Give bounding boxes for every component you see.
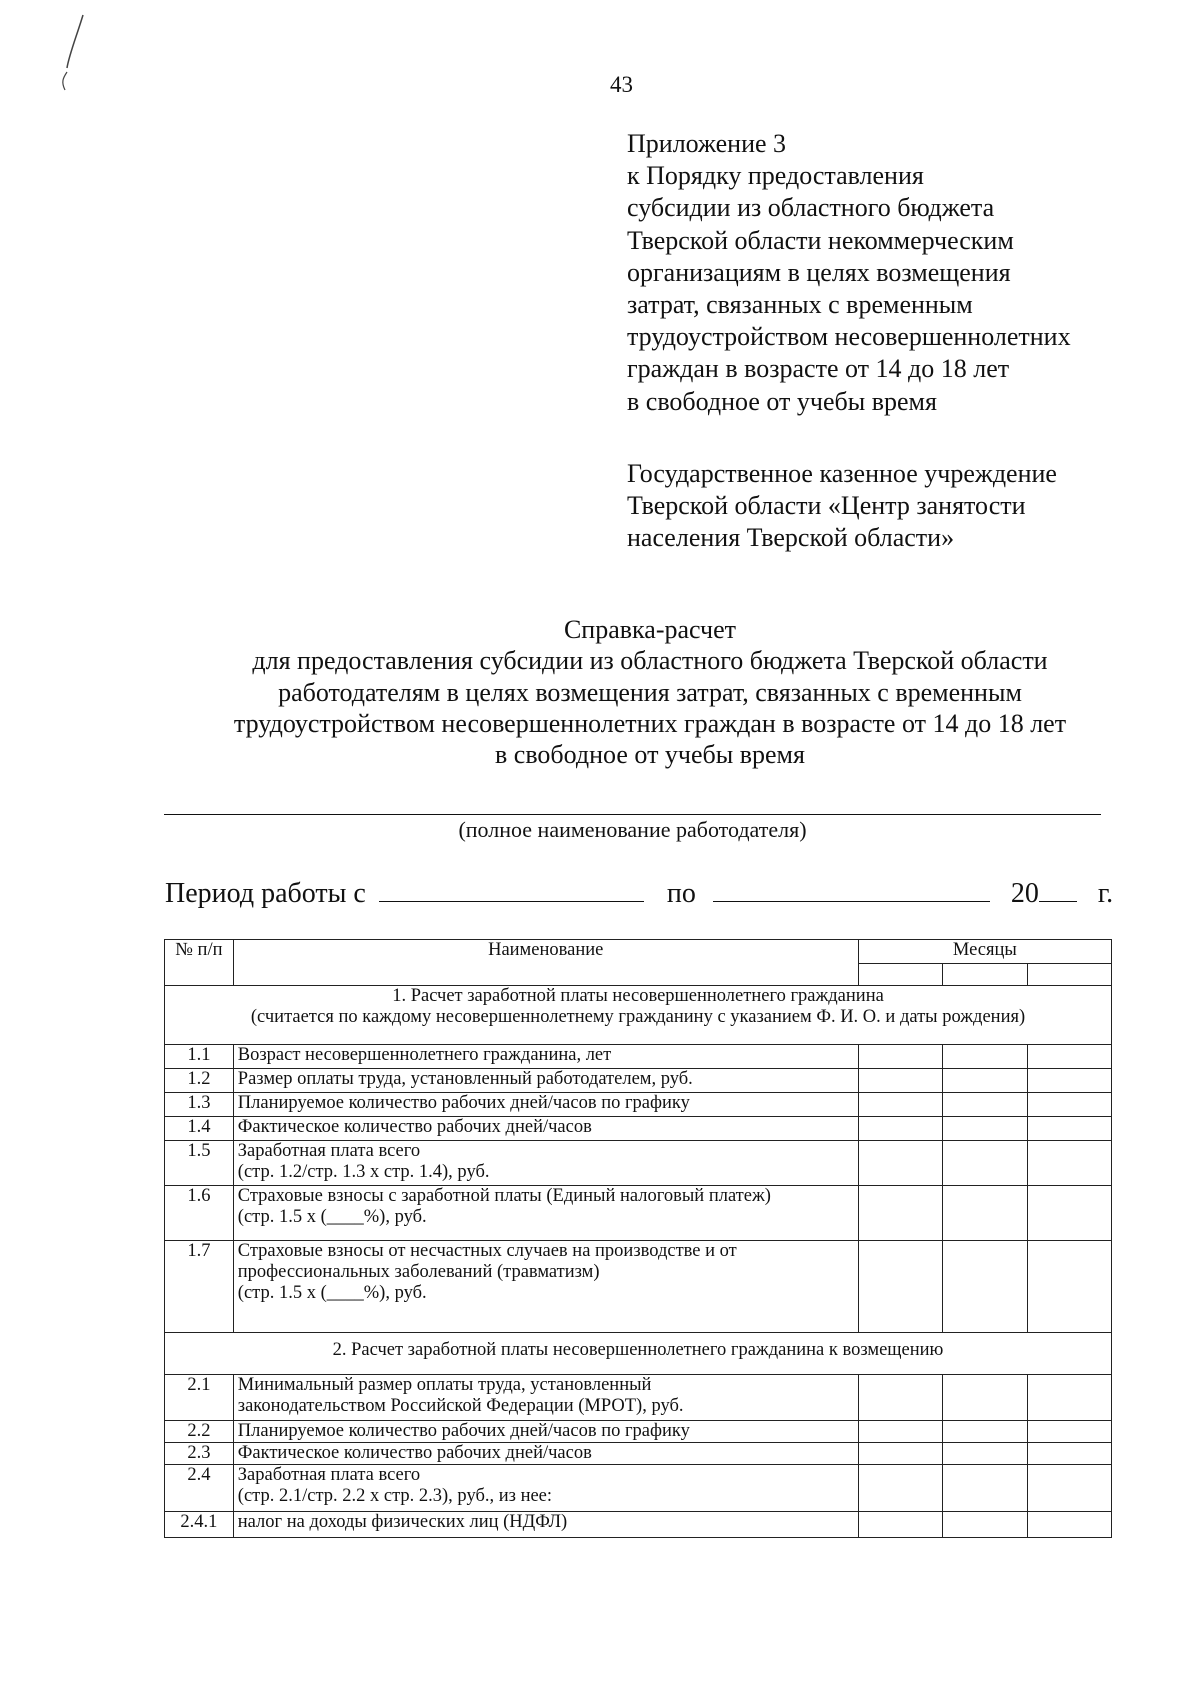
value-cell[interactable] [1027, 1117, 1111, 1141]
annex-block [627, 128, 1071, 418]
header-months: Месяцы [858, 940, 1111, 964]
row-name-line: Страховые взносы с заработной платы (Единый налоговый платеж) [237, 1186, 771, 1206]
row-name-line: (стр. 1.2/стр. 1.3 x стр. 1.4), руб. [237, 1162, 490, 1182]
table-row [165, 1375, 1112, 1421]
period-to-label: по [666, 878, 696, 909]
title-line: работодателям в целях возмещения затрат, связанных с временным [278, 677, 1022, 707]
row-name: Планируемое количество рабочих дней/часов по графику [233, 1421, 858, 1443]
table-row [165, 1241, 1112, 1333]
value-cell[interactable] [943, 1241, 1027, 1333]
header-num: № п/п [165, 940, 234, 986]
pen-mark [55, 10, 95, 100]
addressee-line: Тверской области «Центр занятости [627, 491, 1026, 521]
value-cell[interactable] [1027, 1443, 1111, 1465]
addressee-line: населения Тверской области» [627, 523, 955, 553]
value-cell[interactable] [1027, 1375, 1111, 1421]
row-name: Фактическое количество рабочих дней/часов [233, 1117, 858, 1141]
value-cell[interactable] [858, 1093, 942, 1117]
table-row [165, 1421, 1112, 1443]
section-1-title: 1. Расчет заработной платы несовершеннолетнего гражданина [392, 986, 884, 1006]
row-name [233, 1375, 858, 1421]
row-num: 1.2 [165, 1069, 234, 1093]
value-cell[interactable] [943, 1141, 1027, 1186]
row-name: налог на доходы физических лиц (НДФЛ) [233, 1512, 858, 1538]
value-cell[interactable] [943, 1117, 1027, 1141]
table-row [165, 1069, 1112, 1093]
month-col-3[interactable] [1027, 964, 1111, 986]
month-col-1[interactable] [858, 964, 942, 986]
row-name [233, 1141, 858, 1186]
period-year-prefix: 20 [1010, 878, 1039, 909]
row-num: 1.4 [165, 1117, 234, 1141]
period-year-suffix: г. [1097, 878, 1114, 909]
work-period [165, 878, 1113, 910]
period-to-blank[interactable] [713, 879, 990, 902]
row-num: 1.1 [165, 1045, 234, 1069]
value-cell[interactable] [858, 1141, 942, 1186]
row-name: Планируемое количество рабочих дней/часов по графику [233, 1093, 858, 1117]
row-name [233, 1241, 858, 1333]
row-name-line: Заработная плата всего [237, 1141, 421, 1161]
row-name-line: Страховые взносы от несчастных случаев на производстве и от [237, 1241, 737, 1261]
title-line: Справка-расчет [563, 615, 737, 644]
title-line: в свободное от учебы время [495, 740, 805, 770]
annex-line: Приложение 3 [627, 129, 787, 158]
value-cell[interactable] [943, 1512, 1027, 1538]
row-name-line: профессиональных заболеваний (травматизм) [237, 1262, 600, 1282]
row-num: 1.5 [165, 1141, 234, 1186]
table-row [165, 1045, 1112, 1069]
table-row [165, 1465, 1112, 1512]
value-cell[interactable] [943, 1465, 1027, 1512]
annex-line: граждан в возрасте от 14 до 18 лет [627, 354, 1010, 384]
table-row [165, 1186, 1112, 1241]
row-name [233, 1186, 858, 1241]
period-from-blank[interactable] [379, 879, 644, 902]
value-cell[interactable] [858, 1186, 942, 1241]
table-row [165, 1512, 1112, 1538]
value-cell[interactable] [858, 1117, 942, 1141]
section-1-header [165, 986, 1112, 1045]
value-cell[interactable] [858, 1069, 942, 1093]
value-cell[interactable] [858, 1375, 942, 1421]
value-cell[interactable] [1027, 1421, 1111, 1443]
value-cell[interactable] [943, 1045, 1027, 1069]
value-cell[interactable] [943, 1069, 1027, 1093]
value-cell[interactable] [1027, 1465, 1111, 1512]
row-num: 2.3 [165, 1443, 234, 1465]
annex-line: в свободное от учебы время [627, 386, 937, 416]
row-num: 1.7 [165, 1241, 234, 1333]
addressee-line: Государственное казенное учреждение [627, 459, 1057, 488]
addressee-block [627, 458, 1057, 555]
value-cell[interactable] [943, 1421, 1027, 1443]
annex-line: затрат, связанных с временным [627, 290, 973, 320]
row-name-line: (стр. 1.5 x (____%), руб. [237, 1207, 427, 1227]
value-cell[interactable] [1027, 1045, 1111, 1069]
title-line: для предоставления субсидии из областного бюджета Тверской области [252, 646, 1048, 676]
table-row [165, 1093, 1112, 1117]
row-num: 2.1 [165, 1375, 234, 1421]
value-cell[interactable] [943, 1443, 1027, 1465]
value-cell[interactable] [858, 1421, 942, 1443]
period-label: Период работы с [165, 878, 366, 909]
calculation-table [164, 939, 1112, 1538]
month-col-2[interactable] [943, 964, 1027, 986]
value-cell[interactable] [943, 1093, 1027, 1117]
title-line: трудоустройством несовершеннолетних граждан в возрасте от 14 до 18 лет [233, 708, 1067, 738]
value-cell[interactable] [943, 1186, 1027, 1241]
page-number: 43 [610, 72, 633, 97]
row-name-line: законодательством Российской Федерации (МРОТ), руб. [237, 1396, 684, 1416]
annex-line: трудоустройством несовершеннолетних [627, 322, 1071, 352]
row-name: Возраст несовершеннолетнего гражданина, лет [233, 1045, 858, 1069]
row-num: 1.3 [165, 1093, 234, 1117]
section-2-title: 2. Расчет заработной платы несовершеннолетнего гражданина к возмещению [332, 1340, 944, 1360]
row-num: 1.6 [165, 1186, 234, 1241]
value-cell[interactable] [1027, 1141, 1111, 1186]
annex-line: субсидии из областного бюджета [627, 193, 995, 223]
document-title [140, 614, 1160, 770]
row-name: Фактическое количество рабочих дней/часов [233, 1443, 858, 1465]
row-name-line: (стр. 2.1/стр. 2.2 x стр. 2.3), руб., из нее: [237, 1486, 553, 1506]
annex-line: организациям в целях возмещения [627, 257, 1011, 287]
table-row [165, 1443, 1112, 1465]
employer-caption: (полное наименование работодателя) [458, 817, 807, 842]
row-num: 2.4.1 [165, 1512, 234, 1538]
value-cell[interactable] [858, 1241, 942, 1333]
section-2-header [165, 1333, 1112, 1375]
row-name [233, 1465, 858, 1512]
annex-line: Тверской области некоммерческим [627, 225, 1014, 255]
row-name-line: Заработная плата всего [237, 1465, 421, 1485]
value-cell[interactable] [1027, 1069, 1111, 1093]
value-cell[interactable] [943, 1375, 1027, 1421]
value-cell[interactable] [1027, 1512, 1111, 1538]
table-header-row [165, 940, 1112, 964]
value-cell[interactable] [1027, 1093, 1111, 1117]
value-cell[interactable] [1027, 1186, 1111, 1241]
table-row [165, 1117, 1112, 1141]
table-row [165, 1141, 1112, 1186]
row-num: 2.4 [165, 1465, 234, 1512]
employer-name-line[interactable] [164, 814, 1101, 815]
value-cell[interactable] [858, 1465, 942, 1512]
value-cell[interactable] [858, 1512, 942, 1538]
period-year-blank[interactable] [1039, 879, 1077, 902]
annex-line: к Порядку предоставления [627, 161, 924, 191]
value-cell[interactable] [858, 1045, 942, 1069]
row-num: 2.2 [165, 1421, 234, 1443]
section-1-subtitle: (считается по каждому несовершеннолетнему гражданину с указанием Ф. И. О. и даты рождения) [250, 1007, 1026, 1027]
row-name: Размер оплаты труда, установленный работодателем, руб. [233, 1069, 858, 1093]
value-cell[interactable] [858, 1443, 942, 1465]
value-cell[interactable] [1027, 1241, 1111, 1333]
header-name: Наименование [233, 940, 858, 986]
row-name-line: Минимальный размер оплаты труда, установленный [237, 1375, 652, 1395]
row-name-line: (стр. 1.5 x (____%), руб. [237, 1283, 427, 1303]
